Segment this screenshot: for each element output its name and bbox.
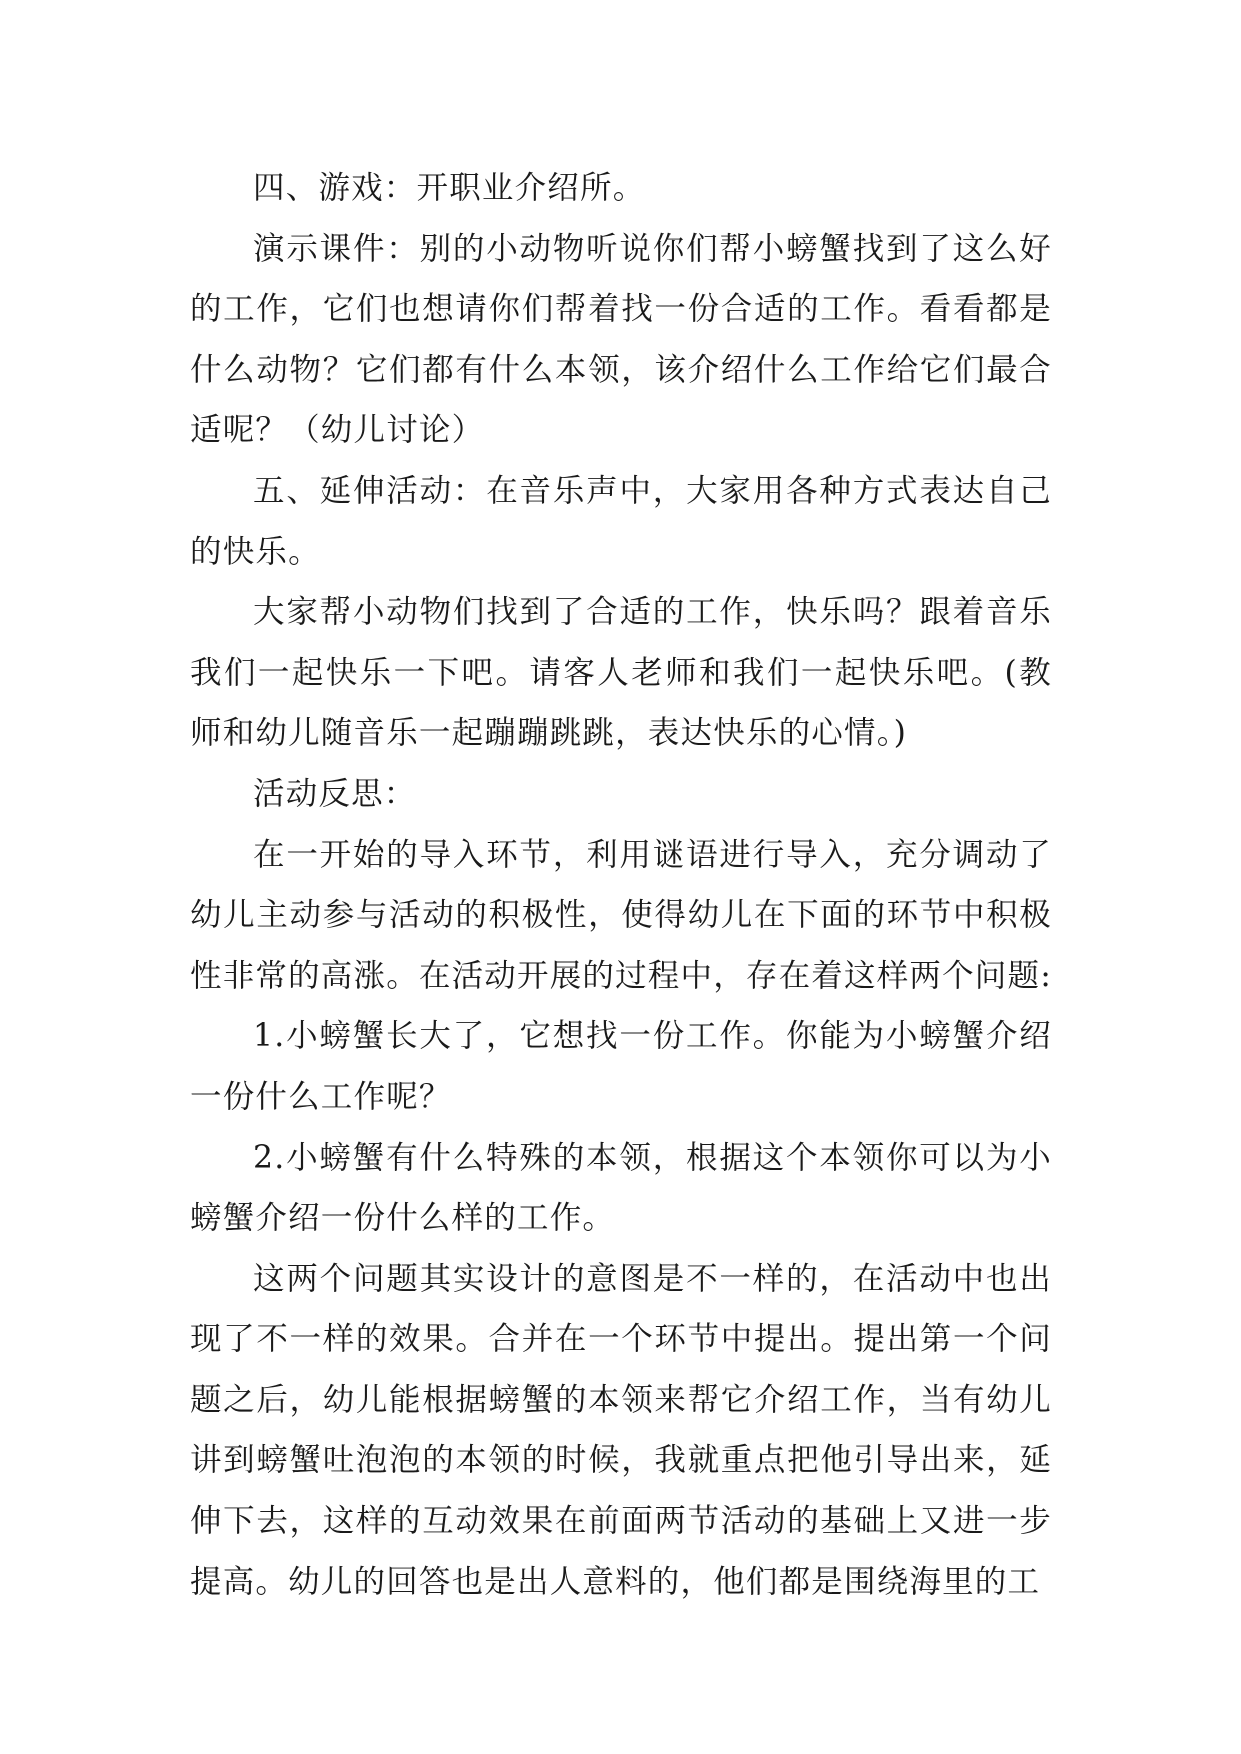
paragraph-reflection-body: 这两个问题其实设计的意图是不一样的，在活动中也出现了不一样的效果。合并在一个环节中提出。提出第一个问题之后，幼儿能根据螃蟹的本领来帮它介绍工作，当有幼儿讲到螃蟹吐泡泡的本领的时候，我就重点把他引导出来，延伸下去，这样的互动效果在前面两节活动的基础上又进一步提高。幼儿的回答也是出人意料的，他们都是围绕海里的工: [190, 1260, 1052, 1600]
paragraph-game-heading: 四、游戏：开职业介绍所。: [253, 170, 646, 206]
paragraph-reflection-intro: 在一开始的导入环节，利用谜语进行导入，充分调动了幼儿主动参与活动的积极性，使得幼儿在下面的环节中积极性非常的高涨。在活动开展的过程中，存在着这样两个问题:: [190, 836, 1053, 994]
document-body: [190, 158, 1052, 1612]
paragraph-question-1: 1.小螃蟹长大了，它想找一份工作。你能为小螃蟹介绍一份什么工作呢？: [190, 1018, 1052, 1115]
paragraph-question-2: 2.小螃蟹有什么特殊的本领，根据这个本领你可以为小螃蟹介绍一份什么样的工作。: [190, 1139, 1052, 1237]
paragraph-courseware-demo: 演示课件：别的小动物听说你们帮小螃蟹找到了这么好的工作，它们也想请你们帮着找一份合适的工作。看看都是什么动物？它们都有什么本领，该介绍什么工作给它们最合适呢？（幼儿讨论）: [190, 230, 1052, 449]
paragraph-music-activity: 大家帮小动物们找到了合适的工作，快乐吗？跟着音乐我们一起快乐一下吧。请客人老师和我们一起快乐吧。(教师和幼儿随音乐一起蹦蹦跳跳，表达快乐的心情。): [190, 594, 1052, 752]
paragraph-extension-heading: 五、延伸活动：在音乐声中，大家用各种方式表达自己的快乐。: [190, 472, 1052, 570]
paragraph-reflection-heading: 活动反思：: [253, 775, 417, 812]
